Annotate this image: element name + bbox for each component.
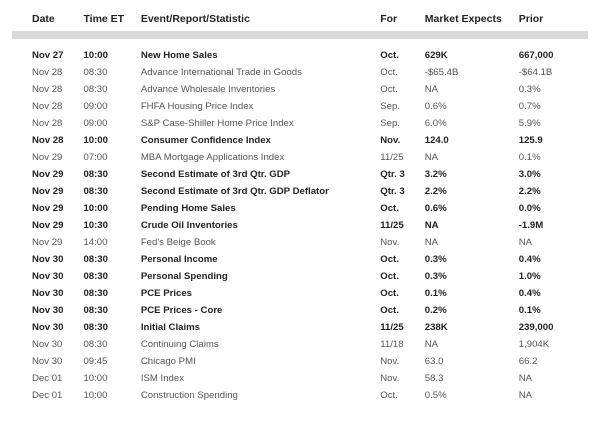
cell-date: Nov 30 — [32, 254, 64, 265]
table-body — [12, 47, 588, 404]
cell-event: Initial Claims — [140, 322, 200, 333]
cell-date: Nov 28 — [32, 84, 63, 95]
table-row — [12, 81, 588, 98]
cell-time: 10:00 — [83, 373, 108, 384]
cell-date: Nov 29 — [32, 203, 64, 214]
cell-market-expects: NA — [424, 339, 439, 350]
cell-prior: 0.1% — [518, 152, 541, 163]
cell-event: PCE Prices — [140, 288, 193, 299]
header-date: Date — [32, 12, 55, 25]
cell-for: Nov. — [380, 356, 400, 367]
cell-for: Sep. — [380, 101, 400, 112]
table-row — [12, 353, 588, 370]
cell-event: Personal Income — [140, 254, 218, 265]
cell-date: Nov 30 — [32, 356, 63, 367]
table-header — [12, 0, 588, 39]
table-row — [12, 183, 588, 200]
economic-calendar-table — [12, 0, 588, 404]
table-row — [12, 217, 588, 234]
header-divider — [12, 31, 588, 39]
cell-event: ISM Index — [140, 373, 185, 384]
cell-date: Nov 29 — [32, 152, 63, 163]
cell-time: 10:00 — [83, 203, 108, 214]
cell-time: 08:30 — [83, 67, 108, 78]
cell-for: Sep. — [380, 118, 400, 129]
cell-for: Oct. — [380, 67, 398, 78]
cell-market-expects: 238K — [424, 322, 448, 333]
cell-date: Nov 27 — [32, 50, 64, 61]
cell-event: Chicago PMI — [140, 356, 196, 367]
table-row — [12, 98, 588, 115]
cell-market-expects: 0.2% — [424, 305, 447, 316]
cell-market-expects: NA — [424, 237, 439, 248]
cell-for: Oct. — [380, 271, 399, 282]
cell-market-expects: NA — [424, 152, 439, 163]
cell-prior: 5.9% — [518, 118, 541, 129]
cell-market-expects: 0.3% — [424, 254, 447, 265]
table-row — [12, 200, 588, 217]
cell-time: 08:30 — [83, 169, 108, 180]
cell-event: Continuing Claims — [140, 339, 219, 350]
cell-market-expects: 0.5% — [424, 390, 447, 401]
cell-prior: NA — [518, 237, 533, 248]
cell-date: Nov 30 — [32, 288, 64, 299]
cell-prior: 1.0% — [518, 271, 541, 282]
table-row — [12, 285, 588, 302]
cell-market-expects: 124.0 — [424, 135, 449, 146]
cell-time: 10:00 — [83, 390, 108, 401]
cell-prior: 3.0% — [518, 169, 541, 180]
cell-prior: 125.9 — [518, 135, 543, 146]
cell-date: Nov 30 — [32, 271, 64, 282]
cell-date: Nov 29 — [32, 237, 63, 248]
cell-prior: NA — [518, 390, 533, 401]
cell-for: Nov. — [380, 135, 401, 146]
cell-time: 09:45 — [83, 356, 108, 367]
cell-prior: 0.3% — [518, 84, 541, 95]
cell-time: 08:30 — [83, 288, 108, 299]
cell-date: Nov 29 — [32, 169, 64, 180]
table-row — [12, 387, 588, 404]
cell-market-expects: 3.2% — [424, 169, 447, 180]
cell-for: Oct. — [380, 288, 399, 299]
header-time: Time ET — [83, 12, 125, 25]
cell-for: 11/18 — [380, 339, 404, 350]
header-for: For — [380, 12, 398, 25]
cell-prior: NA — [518, 373, 533, 384]
cell-date: Nov 28 — [32, 101, 63, 112]
cell-time: 08:30 — [83, 271, 108, 282]
table-row — [12, 166, 588, 183]
cell-for: Oct. — [380, 305, 399, 316]
cell-date: Dec 01 — [32, 390, 63, 401]
cell-time: 08:30 — [83, 186, 108, 197]
cell-date: Nov 28 — [32, 135, 64, 146]
cell-date: Nov 28 — [32, 118, 63, 129]
cell-time: 08:30 — [83, 254, 108, 265]
cell-prior: 239,000 — [518, 322, 554, 333]
cell-time: 10:00 — [83, 50, 108, 61]
cell-time: 08:30 — [83, 322, 108, 333]
cell-prior: 2.2% — [518, 186, 541, 197]
cell-event: Construction Spending — [140, 390, 238, 401]
cell-event: Second Estimate of 3rd Qtr. GDP Deflator — [140, 186, 329, 197]
cell-date: Nov 28 — [32, 67, 63, 78]
cell-event: Advance International Trade in Goods — [140, 67, 302, 78]
table-row — [12, 302, 588, 319]
cell-prior: 0.4% — [518, 288, 541, 299]
cell-time: 14:00 — [83, 237, 108, 248]
cell-date: Nov 30 — [32, 305, 64, 316]
cell-for: Nov. — [380, 237, 400, 248]
cell-date: Nov 30 — [32, 339, 63, 350]
cell-market-expects: NA — [424, 220, 439, 231]
cell-prior: 0.4% — [518, 254, 541, 265]
cell-date: Nov 29 — [32, 186, 64, 197]
cell-event: Fed's Beige Book — [140, 237, 216, 248]
cell-prior: 66.2 — [518, 356, 538, 367]
table-row — [12, 370, 588, 387]
cell-time: 09:00 — [83, 118, 108, 129]
cell-market-expects: -$65.4B — [424, 67, 459, 78]
cell-time: 10:30 — [83, 220, 108, 231]
cell-time: 08:30 — [83, 84, 108, 95]
cell-for: 11/25 — [380, 220, 404, 231]
table-row — [12, 251, 588, 268]
cell-event: S&P Case-Shiller Home Price Index — [140, 118, 294, 129]
cell-for: 11/25 — [380, 322, 404, 333]
cell-prior: -$64.1B — [518, 67, 553, 78]
cell-market-expects: 6.0% — [424, 118, 447, 129]
table-row — [12, 319, 588, 336]
cell-prior: 0.7% — [518, 101, 541, 112]
cell-prior: 1,904K — [518, 339, 550, 350]
cell-for: Oct. — [380, 254, 399, 265]
cell-for: Oct. — [380, 50, 399, 61]
header-event: Event/Report/Statistic — [140, 12, 250, 25]
cell-prior: 667,000 — [518, 50, 554, 61]
cell-market-expects: 0.6% — [424, 203, 447, 214]
cell-date: Dec 01 — [32, 373, 63, 384]
cell-for: Oct. — [380, 203, 399, 214]
cell-time: 08:30 — [83, 339, 108, 350]
table-row — [12, 268, 588, 285]
cell-event: Advance Wholesale Inventories — [140, 84, 276, 95]
cell-event: Consumer Confidence Index — [140, 135, 271, 146]
cell-event: Second Estimate of 3rd Qtr. GDP — [140, 169, 291, 180]
cell-time: 07:00 — [83, 152, 108, 163]
cell-market-expects: 58.3 — [424, 373, 444, 384]
cell-time: 09:00 — [83, 101, 108, 112]
cell-prior: -1.9M — [518, 220, 544, 231]
header-prior: Prior — [518, 12, 544, 25]
cell-event: FHFA Housing Price Index — [140, 101, 254, 112]
cell-date: Nov 30 — [32, 322, 64, 333]
header-spacer — [12, 39, 588, 47]
cell-market-expects: 629K — [424, 50, 448, 61]
cell-event: Personal Spending — [140, 271, 228, 282]
cell-for: Oct. — [380, 390, 398, 401]
cell-event: Pending Home Sales — [140, 203, 236, 214]
cell-market-expects: 63.0 — [424, 356, 444, 367]
table-row — [12, 115, 588, 132]
cell-event: Crude Oil Inventories — [140, 220, 238, 231]
table-row — [12, 64, 588, 81]
cell-for: 11/25 — [380, 152, 404, 163]
cell-time: 08:30 — [83, 305, 108, 316]
cell-event: New Home Sales — [140, 50, 218, 61]
cell-market-expects: 0.1% — [424, 288, 447, 299]
cell-date: Nov 29 — [32, 220, 64, 231]
cell-for: Qtr. 3 — [380, 186, 405, 197]
cell-for: Oct. — [380, 84, 398, 95]
cell-for: Qtr. 3 — [380, 169, 405, 180]
table-row — [12, 47, 588, 64]
cell-prior: 0.0% — [518, 203, 541, 214]
table-row — [12, 132, 588, 149]
cell-market-expects: 2.2% — [424, 186, 447, 197]
cell-market-expects: NA — [424, 84, 439, 95]
cell-event: MBA Mortgage Applications Index — [140, 152, 285, 163]
cell-market-expects: 0.3% — [424, 271, 447, 282]
table-row — [12, 149, 588, 166]
cell-prior: 0.1% — [518, 305, 541, 316]
header-market-expects: Market Expects — [424, 12, 502, 25]
cell-time: 10:00 — [83, 135, 108, 146]
table-row — [12, 336, 588, 353]
table-row — [12, 234, 588, 251]
cell-market-expects: 0.6% — [424, 101, 447, 112]
cell-event: PCE Prices - Core — [140, 305, 223, 316]
cell-for: Nov. — [380, 373, 400, 384]
